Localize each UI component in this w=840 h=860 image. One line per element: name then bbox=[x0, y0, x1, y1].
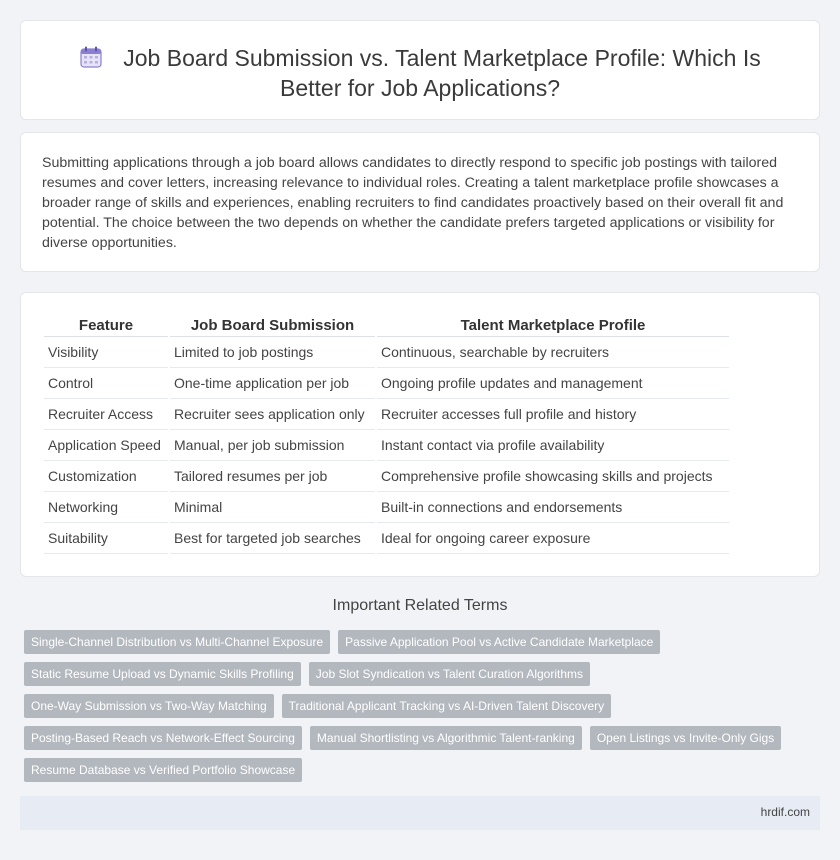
calendar-icon bbox=[79, 45, 103, 69]
header-feature: Feature bbox=[44, 315, 168, 337]
table-cell: Visibility bbox=[44, 337, 168, 368]
title-card bbox=[20, 20, 820, 120]
header-job-board: Job Board Submission bbox=[170, 315, 375, 337]
related-term-tag[interactable]: Single-Channel Distribution vs Multi-Channel Exposure bbox=[24, 630, 330, 654]
table-cell: Best for targeted job searches bbox=[170, 523, 375, 554]
table-header-row bbox=[44, 315, 729, 337]
table-cell: Limited to job postings bbox=[170, 337, 375, 368]
related-term-tag[interactable]: Open Listings vs Invite-Only Gigs bbox=[590, 726, 781, 750]
footer-bar bbox=[20, 796, 820, 830]
related-term-tag[interactable]: One-Way Submission vs Two-Way Matching bbox=[24, 694, 274, 718]
related-term-tag[interactable]: Resume Database vs Verified Portfolio Showcase bbox=[24, 758, 302, 782]
table-row bbox=[44, 368, 729, 399]
table-row bbox=[44, 523, 729, 554]
table-cell: Ideal for ongoing career exposure bbox=[377, 523, 729, 554]
table-cell: Recruiter accesses full profile and history bbox=[377, 399, 729, 430]
table-cell: Built-in connections and endorsements bbox=[377, 492, 729, 523]
page-title: Job Board Submission vs. Talent Marketplace Profile: Which Is Better for Job Applications? bbox=[123, 45, 761, 101]
table-cell: Control bbox=[44, 368, 168, 399]
page-title-wrap bbox=[51, 43, 789, 103]
table-row bbox=[44, 492, 729, 523]
table-row bbox=[44, 337, 729, 368]
related-term-tag[interactable]: Passive Application Pool vs Active Candidate Marketplace bbox=[338, 630, 660, 654]
table-cell: Instant contact via profile availability bbox=[377, 430, 729, 461]
table-cell: Minimal bbox=[170, 492, 375, 523]
table-cell: Ongoing profile updates and management bbox=[377, 368, 729, 399]
related-term-tag[interactable]: Job Slot Syndication vs Talent Curation Algorithms bbox=[309, 662, 590, 686]
table-cell: Recruiter sees application only bbox=[170, 399, 375, 430]
related-term-tag[interactable]: Static Resume Upload vs Dynamic Skills Profiling bbox=[24, 662, 301, 686]
comparison-table bbox=[42, 315, 731, 554]
table-cell: Manual, per job submission bbox=[170, 430, 375, 461]
related-term-tag[interactable]: Traditional Applicant Tracking vs AI-Driven Talent Discovery bbox=[282, 694, 611, 718]
related-term-tag[interactable]: Manual Shortlisting vs Algorithmic Talent-ranking bbox=[310, 726, 582, 750]
comparison-card bbox=[20, 292, 820, 577]
intro-paragraph: Submitting applications through a job board allows candidates to directly respond to specific job postings with tailored resumes and cover letters, increasing relevance to individual roles. Creating a talent marketplace profile showcases a broader range of skills and experiences, enabling recruiters to find candidates proactively based on their overall fit and potential. The choice between the two depends on whether the candidate prefers targeted applications or visibility for diverse opportunities. bbox=[42, 155, 784, 251]
table-cell: One-time application per job bbox=[170, 368, 375, 399]
table-cell: Comprehensive profile showcasing skills and projects bbox=[377, 461, 729, 492]
related-terms-title: Important Related Terms bbox=[332, 597, 508, 614]
header-talent-marketplace: Talent Marketplace Profile bbox=[377, 315, 729, 337]
table-row bbox=[44, 430, 729, 461]
intro-card bbox=[20, 132, 820, 272]
table-cell: Tailored resumes per job bbox=[170, 461, 375, 492]
table-cell: Application Speed bbox=[44, 430, 168, 461]
table-cell: Continuous, searchable by recruiters bbox=[377, 337, 729, 368]
table-cell: Recruiter Access bbox=[44, 399, 168, 430]
table-cell: Customization bbox=[44, 461, 168, 492]
related-terms-list bbox=[24, 630, 814, 782]
related-term-tag[interactable]: Posting-Based Reach vs Network-Effect Sourcing bbox=[24, 726, 302, 750]
table-cell: Networking bbox=[44, 492, 168, 523]
footer-site-link[interactable]: hrdif.com bbox=[760, 805, 810, 819]
table-row bbox=[44, 399, 729, 430]
table-row bbox=[44, 461, 729, 492]
table-cell: Suitability bbox=[44, 523, 168, 554]
